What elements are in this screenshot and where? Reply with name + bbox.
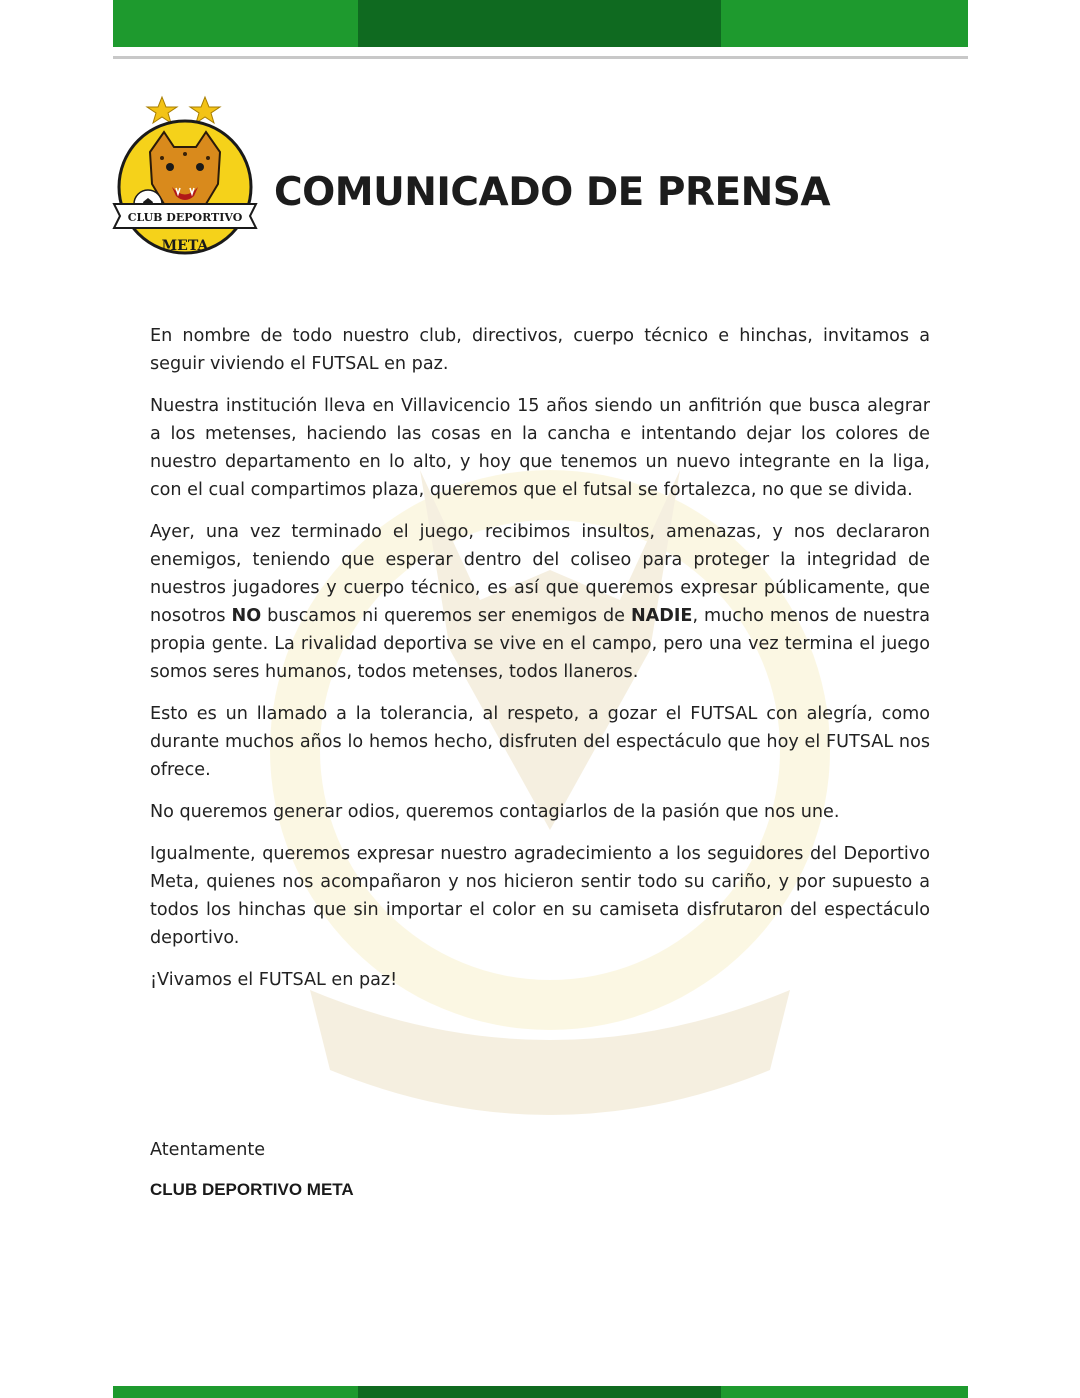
paragraph-passion: No queremos generar odios, queremos contagiarlos de la pasión que nos une. [150, 802, 840, 822]
footer-bar-segment-light [721, 1386, 968, 1398]
emphasis-no: NO [231, 606, 262, 626]
logo-bottom-text: META [161, 238, 209, 254]
paragraph-incident-part: , mucho menos de nuestra propia gente. La rivalidad deportiva se vive en el campo, pero una vez termina el juego somos seres humanos, todos metenses, todos llaneros. [150, 606, 930, 682]
closing-text: Atentamente [150, 1140, 266, 1160]
signature: CLUB DEPORTIVO META [150, 1180, 354, 1199]
footer-color-bar [113, 1386, 968, 1398]
header-divider [113, 56, 968, 59]
paragraph-intro: En nombre de todo nuestro club, directivos, cuerpo técnico e hinchas, invitamos a seguir viviendo el FUTSAL en paz. [150, 326, 930, 374]
header-color-bar [113, 0, 968, 47]
header-bar-segment-light [113, 0, 358, 47]
footer-bar-segment-light [113, 1386, 358, 1398]
footer-bar-segment-dark [358, 1386, 721, 1398]
header-bar-segment-light [721, 0, 968, 47]
logo-ribbon-text: CLUB DEPORTIVO [127, 211, 243, 224]
press-release-body [150, 322, 930, 1008]
paragraph-incident-part: Ayer, una vez terminado el juego, recibimos insultos, amenazas, y nos declararon enemigos, teniendo que esperar dentro del coliseo para proteger la integridad de nuestros jugadores y cuerpo técnico, es así que queremos expresar públicamente, que nosotros [150, 522, 930, 626]
header-bar-segment-dark [358, 0, 721, 47]
paragraph-incident-part: buscamos ni queremos ser enemigos de [261, 606, 631, 626]
club-crest-jaguar-icon [112, 92, 258, 262]
paragraph-incident [150, 518, 930, 686]
paragraph-institution: Nuestra institución lleva en Villavicencio 15 años siendo un anfitrión que busca alegrar a los metenses, haciendo las cosas en la cancha e intentando dejar los colores de nuestro departamento en lo alto, y hoy que tenemos un nuevo integrante en la liga, con el cual compartimos plaza, queremos que el futsal se fortalezca, no que se divida. [150, 396, 930, 500]
paragraph-tolerance: Esto es un llamado a la tolerancia, al respeto, a gozar el FUTSAL con alegría, como durante muchos años lo hemos hecho, disfruten del espectáculo que hoy el FUTSAL nos ofrece. [150, 704, 930, 780]
emphasis-nadie: NADIE [630, 606, 693, 626]
paragraph-gratitude: Igualmente, queremos expresar nuestro agradecimiento a los seguidores del Deportivo Meta, quienes nos acompañaron y nos hicieron sentir todo su cariño, y por supuesto a todos los hinchas que sin importar el color en su camiseta disfrutaron del espectáculo deportivo. [150, 844, 930, 948]
paragraph-slogan: ¡Vivamos el FUTSAL en paz! [150, 970, 398, 990]
page-title: COMUNICADO DE PRENSA [274, 170, 831, 215]
